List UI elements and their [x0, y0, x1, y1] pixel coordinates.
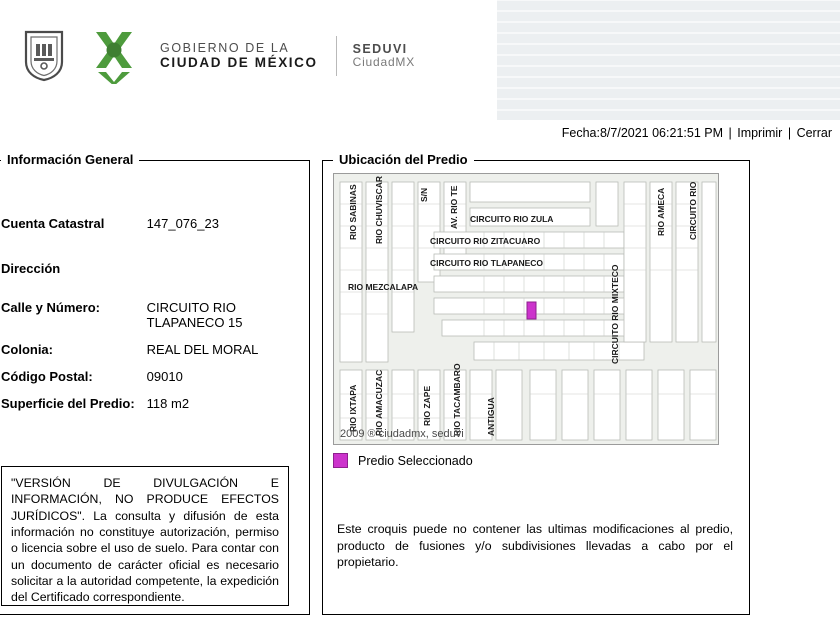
table-row: [0, 297, 309, 333]
general-information-legend: Información General: [1, 152, 139, 167]
table-spacer-row: [0, 279, 309, 297]
field-label: Dirección: [1, 261, 61, 276]
table-row: [0, 258, 309, 279]
header-pattern-banner: [497, 0, 840, 120]
gobierno-line-1: GOBIERNO DE LA: [160, 41, 290, 56]
map-disclaimer-note: Este croquis puede no contener las ultimas modificaciones al predio, producto de fusiones y/o subdivisiones llevadas a cabo por el propietario.: [337, 522, 733, 570]
field-value: REAL DEL MORAL: [146, 342, 259, 357]
field-label: Superficie del Predio:: [1, 396, 135, 411]
field-value: CIRCUITO RIO TLAPANECO 15: [146, 300, 243, 330]
svg-text:RIO AMACUZAC: RIO AMACUZAC: [374, 369, 384, 436]
seduvi-line-2: CiudadMX: [352, 55, 416, 70]
svg-text:RIO ZAPE: RIO ZAPE: [422, 385, 432, 426]
svg-text:RIO IXTAPA: RIO IXTAPA: [348, 384, 358, 432]
header-divider: [336, 36, 337, 76]
close-link[interactable]: Cerrar: [796, 126, 832, 140]
svg-text:CIRCUITO RIO ZITACUARO: CIRCUITO RIO ZITACUARO: [430, 236, 541, 246]
brand-logo-row: [24, 28, 415, 84]
svg-text:RIO TACAMBARO: RIO TACAMBARO: [452, 363, 462, 436]
legal-disclaimer-box: "VERSIÓN DE DIVULGACIÓN E INFORMACIÓN, NO PRODUCE EFECTOS JURÍDICOS". La consulta y difusión de esta información no constituye autorización, permiso o licencia sobre el uso de suelo. Para contar con un documento de carácter oficial es necesario solicitar a la autoridad competente, la expedición del Certificado correspondiente.: [1, 466, 289, 606]
cdmx-logo-icon: [86, 28, 142, 84]
location-map[interactable]: [333, 173, 719, 445]
svg-text:ANTIGUA: ANTIGUA: [486, 397, 496, 436]
svg-text:CIRCUITO RIO: CIRCUITO RIO: [688, 181, 698, 240]
svg-text:RIO SABINAS: RIO SABINAS: [348, 184, 358, 240]
table-row: [0, 366, 309, 387]
gobierno-wordmark: [160, 41, 318, 71]
field-label: Colonia:: [1, 342, 53, 357]
field-value: 09010: [146, 369, 183, 384]
field-value: [139, 258, 309, 279]
field-value: 147_076_23: [146, 216, 219, 231]
seduvi-line-1: SEDUVI: [352, 41, 408, 56]
property-location-panel: [322, 152, 750, 615]
map-legend: [333, 453, 473, 468]
table-row: [0, 387, 309, 420]
page-header: [0, 0, 840, 120]
actions-separator-2: |: [787, 126, 792, 140]
map-credit: 2009 ® ciudadmx, seduvi: [340, 428, 464, 440]
document-actions-bar: [0, 126, 840, 140]
svg-text:RIO AMECA: RIO AMECA: [656, 187, 666, 236]
svg-text:RIO CHUVISCAR: RIO CHUVISCAR: [374, 175, 384, 244]
svg-text:AV. RIO TE: AV. RIO TE: [449, 185, 459, 229]
selected-parcel-swatch-icon: [333, 453, 348, 468]
field-label: Código Postal:: [1, 369, 93, 384]
field-value: 118 m2: [146, 396, 190, 411]
gobierno-line-2: CIUDAD DE MÉXICO: [160, 55, 318, 71]
svg-text:CIRCUITO RIO MIXTECO: CIRCUITO RIO MIXTECO: [610, 264, 620, 364]
seduvi-wordmark: [353, 42, 415, 70]
date-label: Fecha:8/7/2021 06:21:51 PM: [561, 126, 723, 140]
actions-separator-1: |: [728, 126, 732, 140]
property-location-legend: Ubicación del Predio: [333, 152, 474, 167]
table-row: [0, 207, 309, 240]
svg-text:S/N: S/N: [419, 187, 429, 202]
field-label: Cuenta Catastral: [1, 216, 105, 231]
svg-text:CIRCUITO RIO ZULA: CIRCUITO RIO ZULA: [470, 214, 554, 224]
svg-text:RIO MEZCALAPA: RIO MEZCALAPA: [348, 282, 419, 292]
field-label: Calle y Número:: [1, 300, 100, 315]
general-information-table: [0, 207, 309, 420]
coat-of-arms-icon: [24, 30, 64, 82]
selected-parcel-marker: [527, 302, 536, 319]
table-spacer-row: [0, 240, 309, 258]
table-row: [0, 333, 309, 366]
general-information-panel: [0, 152, 310, 615]
print-link[interactable]: Imprimir: [737, 126, 783, 140]
map-canvas[interactable]: [334, 174, 719, 445]
svg-text:CIRCUITO RIO TLAPANECO: CIRCUITO RIO TLAPANECO: [430, 258, 544, 268]
map-legend-label: Predio Seleccionado: [358, 453, 473, 468]
